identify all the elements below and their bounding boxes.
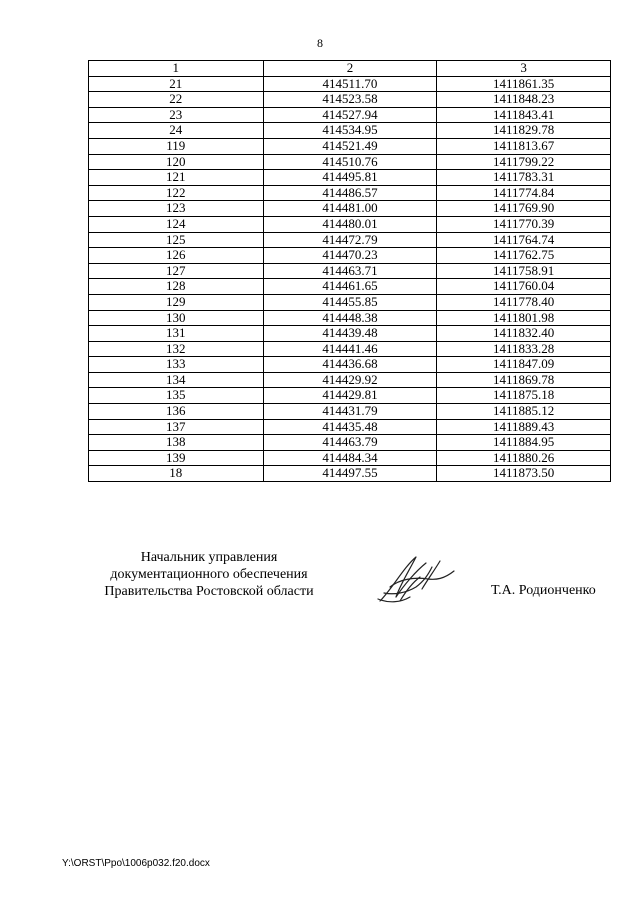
table-row (89, 123, 611, 139)
table-cell-col-3: 1411762.75 (437, 248, 611, 264)
table-row (89, 279, 611, 295)
table-cell-col-1: 131 (89, 326, 264, 342)
table-cell-col-3: 1411875.18 (437, 388, 611, 404)
table-cell-col-3: 1411758.91 (437, 263, 611, 279)
table-cell-col-2: 414441.46 (263, 341, 437, 357)
table-cell-col-1: 137 (89, 419, 264, 435)
table-row (89, 138, 611, 154)
table-row (89, 185, 611, 201)
table-cell-col-1: 24 (89, 123, 264, 139)
table-cell-col-1: 124 (89, 216, 264, 232)
table-cell-col-3: 1411861.35 (437, 76, 611, 92)
table-cell-col-2: 414470.23 (263, 248, 437, 264)
table-body (89, 76, 611, 481)
table-row (89, 248, 611, 264)
table-row (89, 419, 611, 435)
table-row (89, 107, 611, 123)
table-cell-col-1: 119 (89, 138, 264, 154)
coordinates-table (88, 60, 611, 482)
table-cell-col-3: 1411783.31 (437, 170, 611, 186)
table-cell-col-1: 129 (89, 294, 264, 310)
table-row (89, 435, 611, 451)
signer-name: Т.А. Родионченко (491, 583, 596, 598)
table-row (89, 372, 611, 388)
table-cell-col-2: 414480.01 (263, 216, 437, 232)
table-row (89, 388, 611, 404)
table-cell-col-3: 1411760.04 (437, 279, 611, 295)
table-cell-col-3: 1411880.26 (437, 450, 611, 466)
table-cell-col-1: 130 (89, 310, 264, 326)
table-cell-col-3: 1411801.98 (437, 310, 611, 326)
table-cell-col-2: 414429.81 (263, 388, 437, 404)
table-cell-col-2: 414436.68 (263, 357, 437, 373)
table-cell-col-2: 414484.34 (263, 450, 437, 466)
table-cell-col-1: 125 (89, 232, 264, 248)
table-cell-col-1: 134 (89, 372, 264, 388)
table-cell-col-3: 1411833.28 (437, 341, 611, 357)
table-cell-col-3: 1411829.78 (437, 123, 611, 139)
table-cell-col-2: 414481.00 (263, 201, 437, 217)
table-row (89, 357, 611, 373)
table-row (89, 232, 611, 248)
table-cell-col-1: 18 (89, 466, 264, 482)
table-cell-col-3: 1411813.67 (437, 138, 611, 154)
table-row (89, 294, 611, 310)
table-row (89, 201, 611, 217)
table-cell-col-2: 414511.70 (263, 76, 437, 92)
table-cell-col-1: 121 (89, 170, 264, 186)
table-cell-col-1: 122 (89, 185, 264, 201)
table-cell-col-1: 133 (89, 357, 264, 373)
table-cell-col-2: 414429.92 (263, 372, 437, 388)
table-cell-col-3: 1411847.09 (437, 357, 611, 373)
table-cell-col-3: 1411764.74 (437, 232, 611, 248)
table-cell-col-3: 1411778.40 (437, 294, 611, 310)
table-row (89, 466, 611, 482)
table-cell-col-3: 1411885.12 (437, 404, 611, 420)
footer-file-path: Y:\ORST\Ppo\1006p032.f20.docx (62, 858, 210, 869)
table-cell-col-3: 1411848.23 (437, 92, 611, 108)
table-cell-col-3: 1411770.39 (437, 216, 611, 232)
table-cell-col-3: 1411843.41 (437, 107, 611, 123)
table-cell-col-1: 126 (89, 248, 264, 264)
table-row (89, 216, 611, 232)
table-cell-col-2: 414534.95 (263, 123, 437, 139)
table-cell-col-2: 414455.85 (263, 294, 437, 310)
table-cell-col-2: 414521.49 (263, 138, 437, 154)
table-cell-col-1: 127 (89, 263, 264, 279)
table-cell-col-1: 123 (89, 201, 264, 217)
table-cell-col-1: 139 (89, 450, 264, 466)
table-cell-col-2: 414495.81 (263, 170, 437, 186)
table-cell-col-3: 1411884.95 (437, 435, 611, 451)
table-row (89, 404, 611, 420)
page-number: 8 (317, 36, 323, 50)
table-cell-col-1: 21 (89, 76, 264, 92)
table-header-row (89, 61, 611, 77)
table-cell-col-3: 1411799.22 (437, 154, 611, 170)
table-cell-col-2: 414435.48 (263, 419, 437, 435)
table-cell-col-3: 1411873.50 (437, 466, 611, 482)
header-col-2: 2 (263, 61, 437, 77)
table-cell-col-3: 1411832.40 (437, 326, 611, 342)
table-row (89, 341, 611, 357)
position-line-3: Правительства Ростовской области (104, 584, 314, 599)
table-row (89, 170, 611, 186)
table-cell-col-1: 22 (89, 92, 264, 108)
table-cell-col-2: 414523.58 (263, 92, 437, 108)
table-row (89, 326, 611, 342)
table-row (89, 154, 611, 170)
table-cell-col-2: 414527.94 (263, 107, 437, 123)
table-row (89, 92, 611, 108)
table-row (89, 263, 611, 279)
table-cell-col-1: 136 (89, 404, 264, 420)
table-cell-col-3: 1411774.84 (437, 185, 611, 201)
table-cell-col-2: 414439.48 (263, 326, 437, 342)
table-cell-col-1: 132 (89, 341, 264, 357)
table-cell-col-1: 138 (89, 435, 264, 451)
table-cell-col-2: 414431.79 (263, 404, 437, 420)
table-cell-col-2: 414510.76 (263, 154, 437, 170)
table-cell-col-2: 414463.79 (263, 435, 437, 451)
table-cell-col-2: 414448.38 (263, 310, 437, 326)
table-row (89, 450, 611, 466)
header-col-1: 1 (89, 61, 264, 77)
position-line-2: документационного обеспечения (110, 567, 308, 582)
signatory-position (84, 549, 334, 600)
table-cell-col-3: 1411889.43 (437, 419, 611, 435)
table-cell-col-2: 414486.57 (263, 185, 437, 201)
table-row (89, 310, 611, 326)
table-cell-col-2: 414497.55 (263, 466, 437, 482)
position-line-1: Начальник управления (140, 550, 278, 565)
table-row (89, 76, 611, 92)
table-cell-col-3: 1411769.90 (437, 201, 611, 217)
table-cell-col-1: 23 (89, 107, 264, 123)
table-cell-col-1: 135 (89, 388, 264, 404)
table-cell-col-2: 414461.65 (263, 279, 437, 295)
table-cell-col-2: 414463.71 (263, 263, 437, 279)
table-cell-col-3: 1411869.78 (437, 372, 611, 388)
table-cell-col-2: 414472.79 (263, 232, 437, 248)
table-cell-col-1: 128 (89, 279, 264, 295)
header-col-3: 3 (437, 61, 611, 77)
table-cell-col-1: 120 (89, 154, 264, 170)
handwritten-signature (370, 549, 460, 609)
